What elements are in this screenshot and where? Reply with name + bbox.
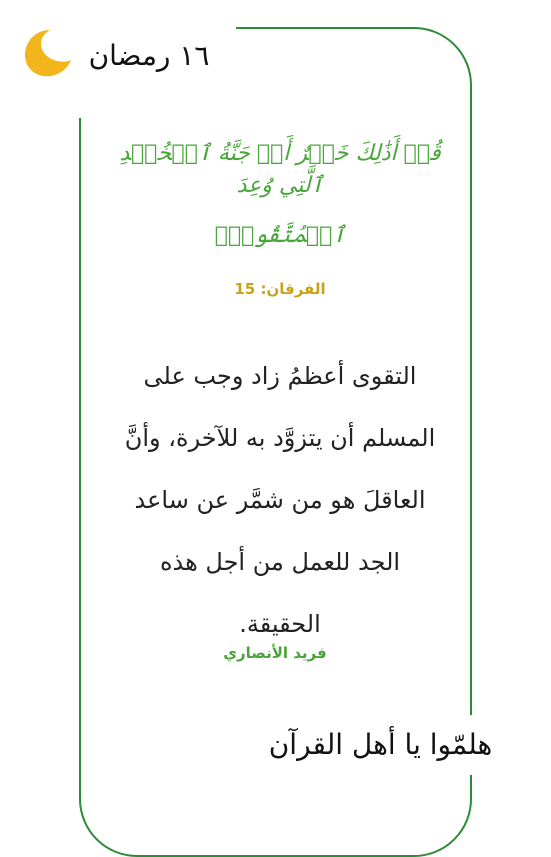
verse-reference: الفرقان: 15	[234, 280, 326, 298]
paragraph-line: التقوى أعظمُ زاد وجب على	[143, 362, 417, 390]
author-name: فريد الأنصاري	[223, 644, 327, 662]
footer-caption: هلمّوا يا أهل القرآن	[268, 728, 493, 761]
paragraph-line: الجد للعمل من أجل هذه	[159, 548, 401, 576]
reflection-paragraph	[110, 345, 450, 655]
ramadan-day-label: ١٦ رمضان	[88, 38, 210, 72]
paragraph-line: المسلم أن يتزوَّد به للآخرة، وأنَّ	[124, 424, 436, 452]
quran-verse-line: ٱلۡمُتَّقُونَۚ	[214, 223, 346, 248]
paragraph-line: الحقيقة.	[239, 610, 321, 638]
paragraph-line: العاقلَ هو من شمَّر عن ساعد	[134, 486, 426, 514]
crescent-moon-icon	[20, 24, 76, 80]
quran-verse-line: قُلۡ أَذَٰلِكَ خَيۡرٌ أَمۡ جَنَّةُ ٱلۡخُلۡدِ ٱلَّتِي وُعِدَ	[119, 141, 441, 198]
